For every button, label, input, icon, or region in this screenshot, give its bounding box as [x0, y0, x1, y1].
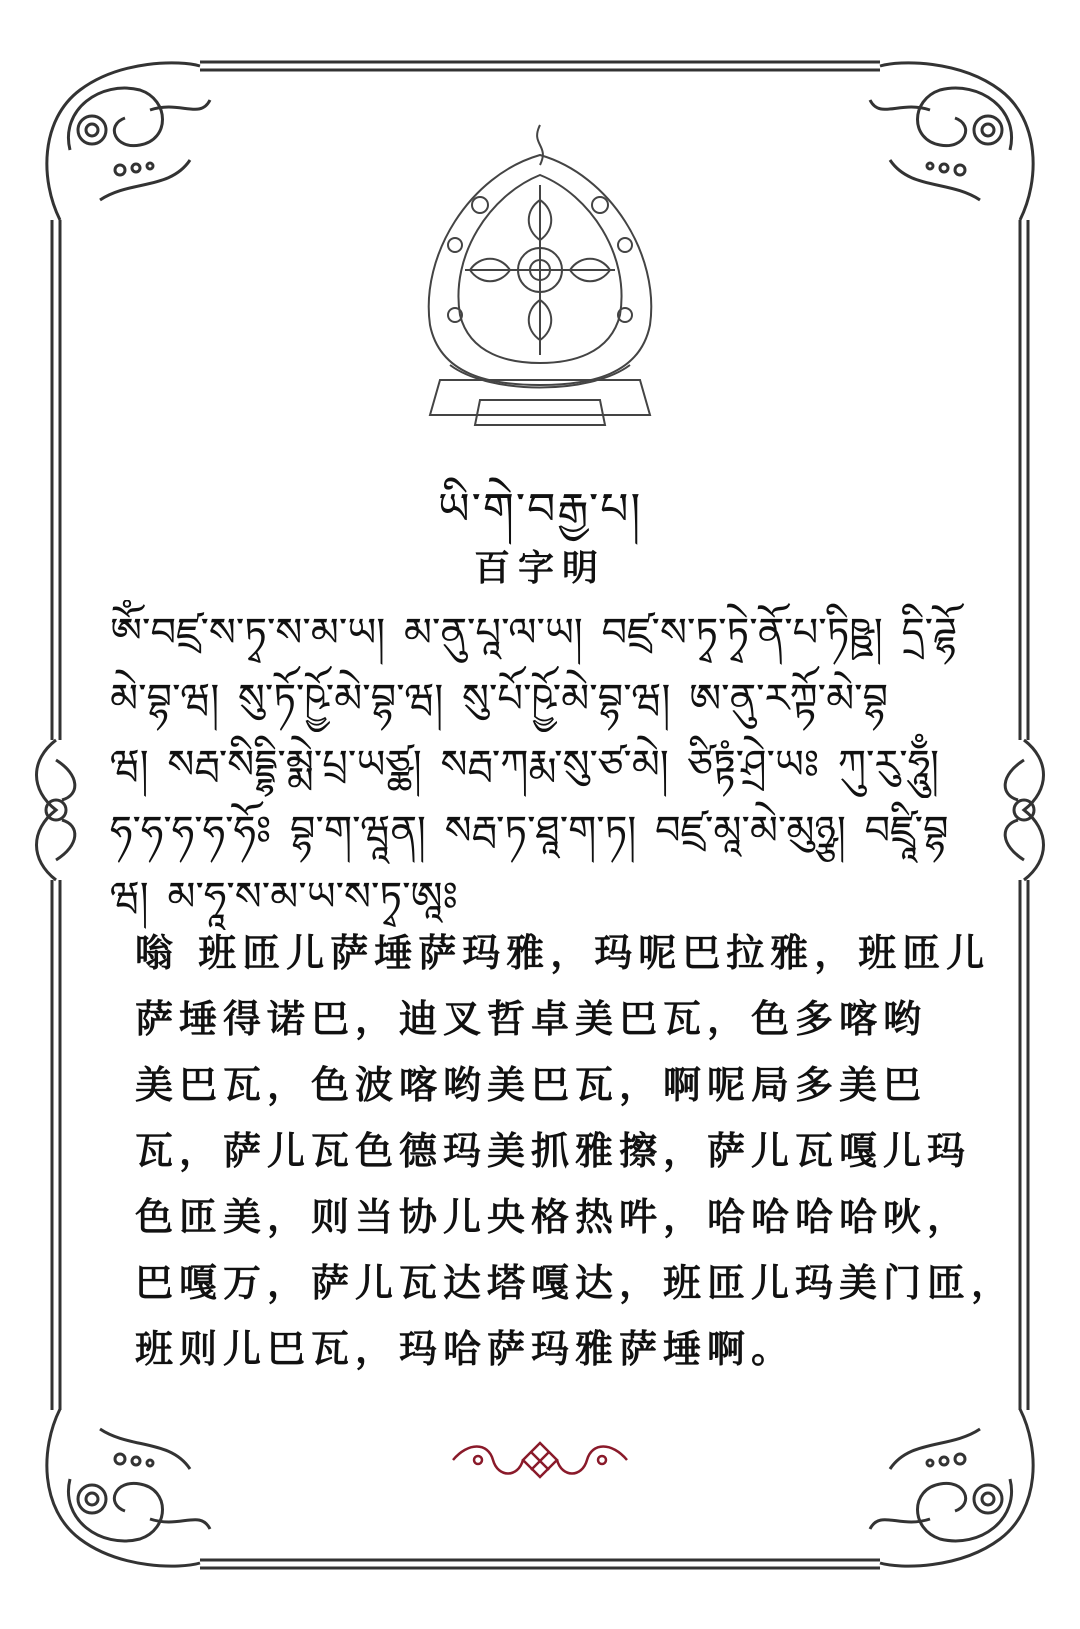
- endless-knot-icon: [448, 1432, 632, 1488]
- tibetan-line: ཝ། མ་ཧཱ་ས་མ་ཡ་ས་ཏྭ་ཨཱཿ: [110, 874, 458, 920]
- dorje-lotus-emblem-icon: [410, 115, 670, 445]
- title-tibetan: ཡི་གེ་བརྒྱ་པ།: [437, 484, 643, 535]
- tibetan-line: ཧ་ཧ་ཧ་ཧ་ཧོཿ བྷ་ག་ཝཱན། སརྦ་ཏ་ཐཱ་ག་ཏ། བཛྲ་མཱ་མེ་མུཉྩ། བཛྲཱི་བྷ: [110, 808, 949, 854]
- chinese-line: 班则儿巴瓦，玛哈萨玛雅萨埵啊。: [135, 1326, 796, 1371]
- chinese-line: 嗡 班匝儿萨埵萨玛雅，玛呢巴拉雅，班匝儿: [135, 930, 991, 975]
- chinese-line: 萨埵得诺巴，迪叉哲卓美巴瓦，色多喀哟: [135, 996, 928, 1041]
- chinese-line: 瓦，萨儿瓦色德玛美抓雅擦，萨儿瓦嘎儿玛: [135, 1128, 972, 1173]
- chinese-line: 巴嘎万，萨儿瓦达塔嘎达，班匝儿玛美门匝，: [135, 1260, 1016, 1305]
- tibetan-mantra: [110, 600, 970, 930]
- tibetan-line: ཝ། སརྦ་སིདྡྷི་མྨེ་པྲ་ཡཙྪ། སརྦ་ཀརྨ་སུ་ཙ་མེ། ཙིཏྟཾ་ཤྲེ་ཡཿ ཀུ་རུ་ཧཱུྃ།: [110, 742, 940, 788]
- title-chinese: 百字明: [473, 547, 606, 589]
- chinese-line: 色匝美，则当协儿央格热吽，哈哈哈哈吙，: [135, 1194, 972, 1239]
- chinese-transliteration: [135, 920, 1016, 1382]
- chinese-line: 美巴瓦，色波喀哟美巴瓦，啊呢局多美巴: [135, 1062, 928, 1107]
- tibetan-line: ཨོཾ་བཛྲ་ས་ཏྭ་ས་མ་ཡ། མ་ནུ་པཱ་ལ་ཡ། བཛྲ་ས་ཏྭ་ཏྭེ་ནོ་པ་ཏིཥྛ། དྲི་ཌྷོ: [110, 610, 957, 656]
- tibetan-line: མེ་བྷ་ཝ། སུ་ཏོ་ཥྱོ་མེ་བྷ་ཝ། སུ་པོ་ཥྱོ་མེ་བྷ་ཝ། ཨ་ནུ་རཀྟོ་མེ་བྷ: [110, 676, 889, 722]
